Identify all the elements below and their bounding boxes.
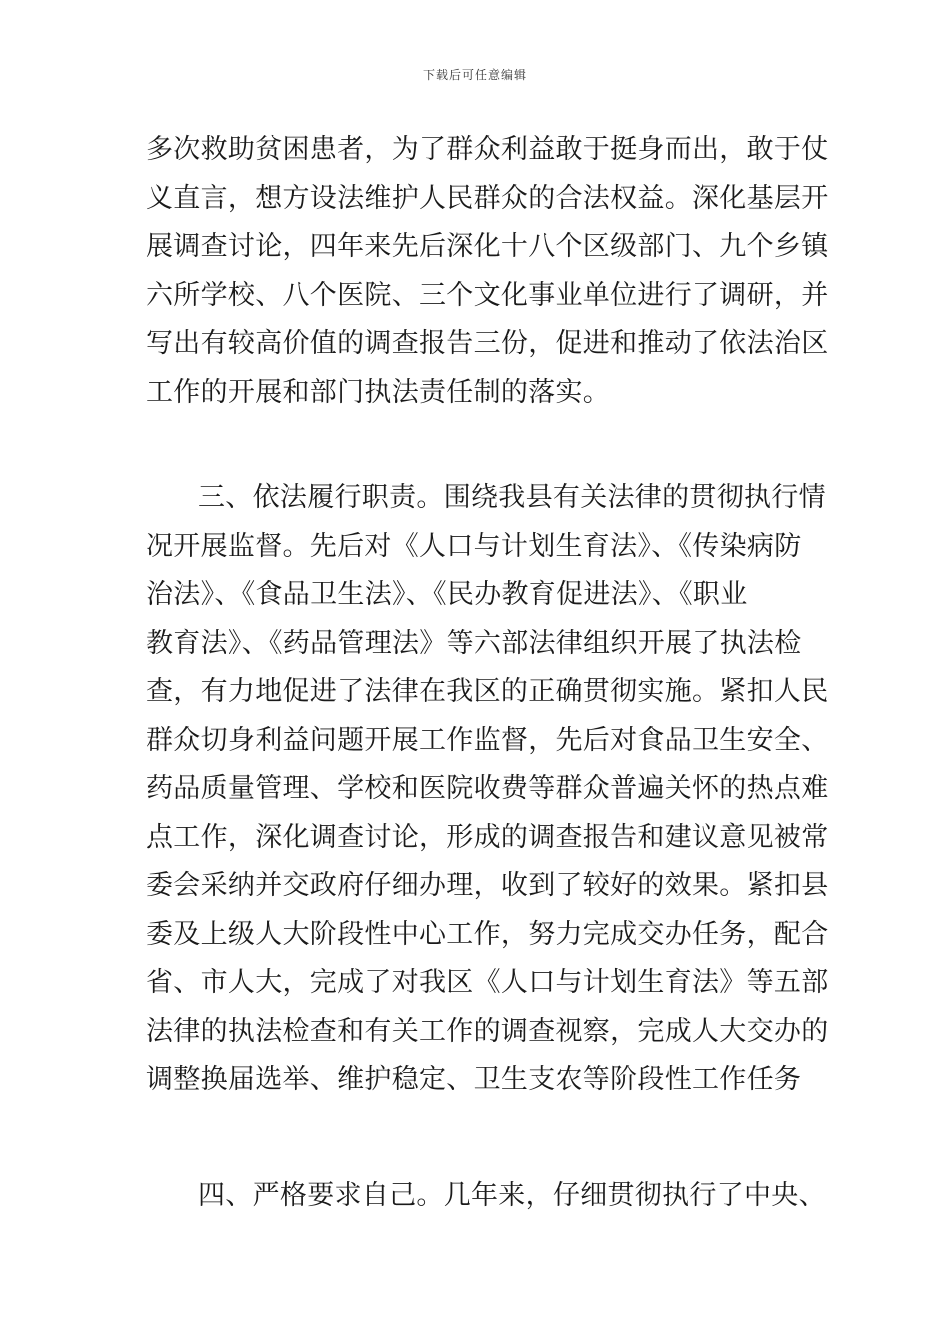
paragraph-line: 委会采纳并交政府仔细办理，收到了较好的效果。紧扣县: [146, 870, 829, 901]
paragraph-line: 委及上级人大阶段性中心工作，努力完成交办任务，配合: [146, 918, 829, 950]
paragraph-line: 写出有较高价值的调查报告三份，促进和推动了依法治区: [146, 328, 829, 359]
paragraph-2: [146, 474, 829, 1105]
paragraph-line: 工作的开展和部门执法责任制的落实。: [146, 376, 611, 408]
paragraph-line: 调整换届选举、维护稳定、卫生支农等阶段性工作任务: [146, 1064, 802, 1095]
page-header: 下载后可任意编辑: [422, 68, 527, 82]
paragraph-line: 点工作，深化调查讨论，形成的调查报告和建议意见被常: [146, 821, 829, 853]
paragraph-line: 查，有力地促进了法律在我区的正确贯彻实施。紧扣人民: [146, 676, 829, 707]
paragraph-line: 群众切身利益问题开展工作监督，先后对食品卫生安全、: [146, 724, 829, 756]
paragraph-line: 况开展监督。先后对《人口与计划生育法》、《传染病防: [146, 530, 802, 562]
paragraph-line: 药品质量管理、学校和医院收费等群众普遍关怀的热点难: [146, 773, 829, 804]
paragraph-line: 四、严格要求自己。几年来，仔细贯彻执行了中央、: [198, 1180, 826, 1211]
paragraph-line: 法律的执法检查和有关工作的调查视察，完成人大交办的: [146, 1015, 829, 1047]
paragraph-line: 教育法》、《药品管理法》等六部法律组织开展了执法检: [146, 627, 802, 659]
paragraph-line: 三、依法履行职责。围绕我县有关法律的贯彻执行情: [198, 482, 826, 513]
paragraph-line: 六所学校、八个医院、三个文化事业单位进行了调研，并: [146, 279, 829, 311]
paragraph-1: [146, 126, 829, 417]
paragraph-3: [146, 1172, 826, 1221]
paragraph-line: 治法》、《食品卫生法》、《民办教育促进法》、《职业: [146, 579, 748, 610]
paragraph-line: 展调查讨论，四年来先后深化十八个区级部门、九个乡镇: [146, 231, 829, 262]
paragraph-line: 多次救助贫困患者，为了群众利益敢于挺身而出，敢于仗: [146, 134, 829, 165]
paragraph-line: 省、市人大，完成了对我区《人口与计划生育法》等五部: [146, 967, 829, 998]
paragraph-line: 义直言，想方设法维护人民群众的合法权益。深化基层开: [146, 182, 829, 214]
